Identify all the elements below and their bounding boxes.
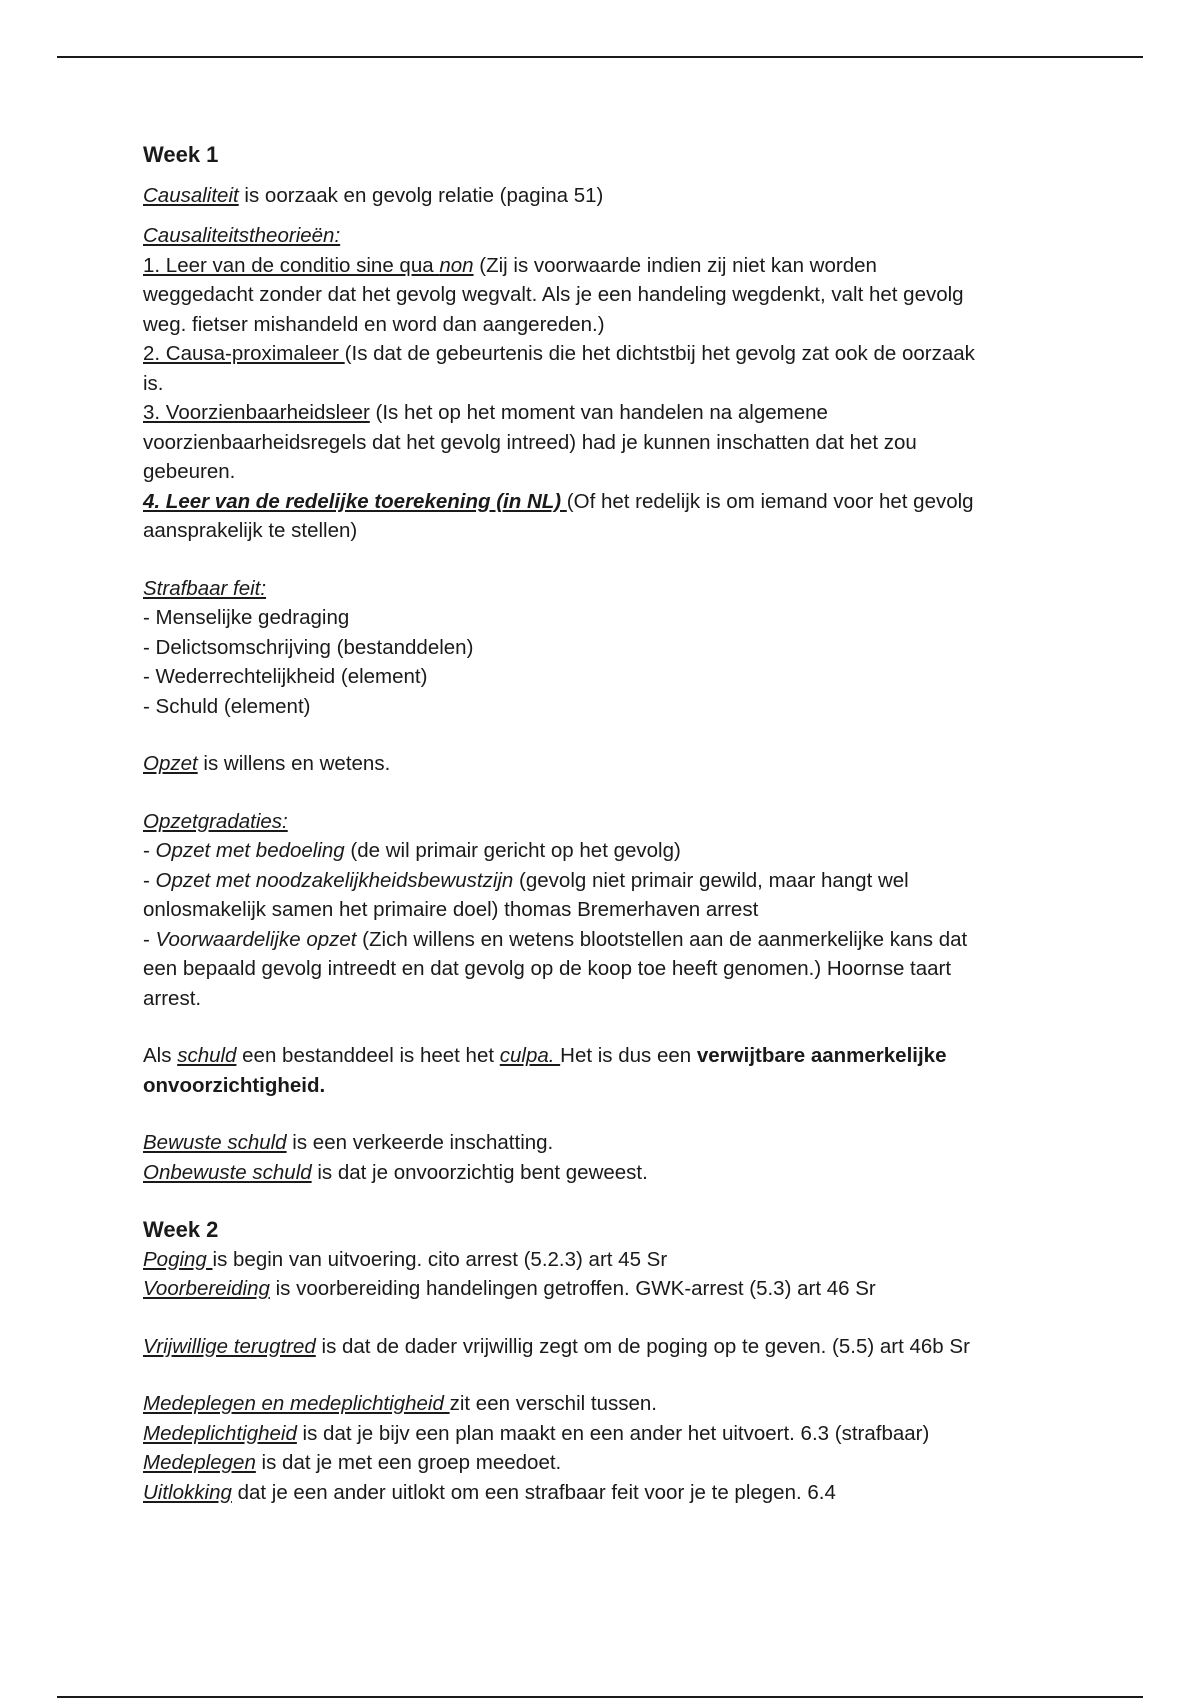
schuld-text-2: een bestanddeel is heet het bbox=[236, 1044, 500, 1067]
bewuste-schuld-line bbox=[143, 1128, 1063, 1158]
header-rule bbox=[57, 56, 1143, 58]
bewuste-schuld-text: is een verkeerde inschatting. bbox=[286, 1131, 554, 1154]
theory-4 bbox=[143, 487, 1063, 517]
theory-1-line-2: weggedacht zonder dat het gevolg wegvalt. Als je een handeling wegdenkt, valt het gevolg bbox=[143, 283, 964, 306]
vrijwillige-terugtred-text: is dat de dader vrijwillig zegt om de poging op te geven. (5.5) art 46b Sr bbox=[315, 1334, 970, 1358]
theory-3-term: 3. Voorzienbaarheidsleer bbox=[143, 401, 370, 424]
schuld-term: schuld bbox=[177, 1044, 237, 1067]
dash: - bbox=[143, 839, 156, 862]
gradatie-1 bbox=[143, 836, 1063, 866]
voorbereiding-term: Voorbereiding bbox=[143, 1277, 270, 1300]
theory-4-term: 4. Leer van de redelijke toerekening (in NL) bbox=[143, 489, 567, 513]
gradatie-3-text-a: (Zich willens en wetens blootstellen aan de aanmerkelijke kans dat bbox=[356, 927, 968, 951]
medeplegen-text: is dat je met een groep meedoet. bbox=[255, 1451, 562, 1474]
causaliteit-text: is oorzaak en gevolg relatie (pagina 51) bbox=[238, 183, 604, 207]
gradatie-3-line-3: arrest. bbox=[143, 986, 202, 1010]
medeplegen-term: Medeplegen bbox=[143, 1451, 256, 1474]
onbewuste-schuld-text: is dat je onvoorzichtig bent geweest. bbox=[311, 1160, 648, 1184]
medeplegen-en-term: Medeplegen en medeplichtigheid bbox=[143, 1392, 450, 1415]
theories-title: Causaliteitstheorieën: bbox=[143, 224, 341, 247]
week2-heading: Week 2 bbox=[143, 1217, 219, 1242]
poging-line bbox=[143, 1245, 1063, 1275]
schuld-bold-a: verwijtbare aanmerkelijke bbox=[696, 1044, 947, 1067]
schuld-line-2: onvoorzichtigheid. bbox=[143, 1073, 326, 1097]
theory-4-line-2: aansprakelijk te stellen) bbox=[143, 519, 358, 542]
strafbaar-item: - Delictsomschrijving (bestanddelen) bbox=[143, 635, 474, 659]
strafbaar-item: - Menselijke gedraging bbox=[143, 606, 350, 629]
onbewuste-schuld-line bbox=[143, 1158, 1063, 1188]
opzet-text: is willens en wetens. bbox=[197, 752, 391, 775]
dash: - bbox=[143, 868, 156, 892]
gradatie-3-line-2: een bepaald gevolg intreedt en dat gevolg op de koop toe heeft genomen.) Hoornse taart bbox=[143, 957, 952, 980]
opzet-line bbox=[143, 749, 1063, 779]
uitlokking-line bbox=[143, 1478, 1063, 1508]
theory-1-text-a: (Zij is voorwaarde indien zij niet kan worden bbox=[473, 253, 877, 277]
poging-term: Poging bbox=[143, 1247, 213, 1271]
theory-3-line-2: voorzienbaarheidsregels dat het gevolg intreed) had je kunnen inschatten dat het zou bbox=[143, 430, 917, 454]
gradatie-1-text: (de wil primair gericht op het gevolg) bbox=[344, 839, 681, 862]
gradatie-3 bbox=[143, 925, 1063, 955]
causaliteit-line bbox=[143, 181, 1063, 211]
culpa-term: culpa. bbox=[499, 1044, 561, 1067]
gradatie-3-term: Voorwaardelijke opzet bbox=[155, 927, 357, 951]
schuld-line bbox=[143, 1041, 1063, 1071]
medeplichtigheid-term: Medeplichtigheid bbox=[143, 1421, 297, 1445]
schuld-text-1: Als bbox=[143, 1044, 178, 1067]
theory-2-line-2: is. bbox=[143, 371, 164, 395]
dash: - bbox=[143, 927, 156, 951]
theory-2-text-a: (Is dat de gebeurtenis die het dichtstbij het gevolg zat ook de oorzaak bbox=[344, 342, 975, 365]
theory-3-text-a: (Is het op het moment van handelen na algemene bbox=[369, 401, 828, 424]
strafbaar-item: - Wederrechtelijkheid (element) bbox=[143, 665, 428, 688]
causaliteit-term: Causaliteit bbox=[143, 183, 239, 207]
week1-heading: Week 1 bbox=[143, 142, 219, 167]
opzetgradaties-title: Opzetgradaties: bbox=[143, 809, 288, 833]
schuld-text-3: Het is dus een bbox=[560, 1044, 697, 1067]
gradatie-1-term: Opzet met bedoeling bbox=[155, 839, 345, 862]
uitlokking-term: Uitlokking bbox=[143, 1480, 232, 1504]
theory-1-line-3: weg. fietser mishandeld en word dan aangereden.) bbox=[143, 312, 605, 336]
medeplegen-en-text: zit een verschil tussen. bbox=[449, 1392, 657, 1415]
document-body bbox=[143, 140, 1063, 1507]
gradatie-2-line-2: onlosmakelijk samen het primaire doel) thomas Bremerhaven arrest bbox=[143, 898, 759, 921]
theory-1 bbox=[143, 251, 1063, 281]
uitlokking-text: dat je een ander uitlokt om een strafbaar feit voor je te plegen. 6.4 bbox=[231, 1480, 836, 1504]
medeplegen-line bbox=[143, 1448, 1063, 1478]
voorbereiding-line bbox=[143, 1274, 1063, 1304]
strafbaar-item: - Schuld (element) bbox=[143, 694, 311, 718]
theory-3-line-3: gebeuren. bbox=[143, 460, 236, 483]
vrijwillige-terugtred-term: Vrijwillige terugtred bbox=[143, 1334, 316, 1358]
gradatie-2-text-a: (gevolg niet primair gewild, maar hangt wel bbox=[513, 868, 909, 892]
theory-2 bbox=[143, 339, 1063, 369]
poging-text: is begin van uitvoering. cito arrest (5.2.3) art 45 Sr bbox=[212, 1247, 668, 1271]
strafbaar-title: Strafbaar feit: bbox=[143, 576, 267, 600]
voorbereiding-text: is voorbereiding handelingen getroffen. GWK-arrest (5.3) art 46 Sr bbox=[269, 1277, 876, 1300]
medeplichtigheid-text: is dat je bijv een plan maakt en een ander het uitvoert. 6.3 (strafbaar) bbox=[296, 1421, 930, 1445]
theory-1-term-b: non bbox=[439, 253, 474, 277]
vrijwillige-terugtred-line bbox=[143, 1332, 1063, 1362]
theory-4-text-a: (Of het redelijk is om iemand voor het gevolg bbox=[566, 489, 974, 513]
theory-2-term: 2. Causa-proximaleer bbox=[143, 342, 345, 365]
theory-1-term bbox=[143, 254, 474, 277]
bewuste-schuld-term: Bewuste schuld bbox=[143, 1131, 287, 1154]
onbewuste-schuld-term: Onbewuste schuld bbox=[143, 1160, 312, 1184]
medeplegen-en-line bbox=[143, 1389, 1063, 1419]
footer-rule bbox=[57, 1696, 1143, 1698]
theory-3 bbox=[143, 398, 1063, 428]
gradatie-2-term: Opzet met noodzakelijkheidsbewustzijn bbox=[155, 868, 514, 892]
medeplichtigheid-line bbox=[143, 1419, 1063, 1449]
opzet-term: Opzet bbox=[143, 752, 198, 775]
theory-1-term-a: 1. Leer van de conditio sine qua bbox=[143, 253, 440, 277]
gradatie-2 bbox=[143, 866, 1063, 896]
